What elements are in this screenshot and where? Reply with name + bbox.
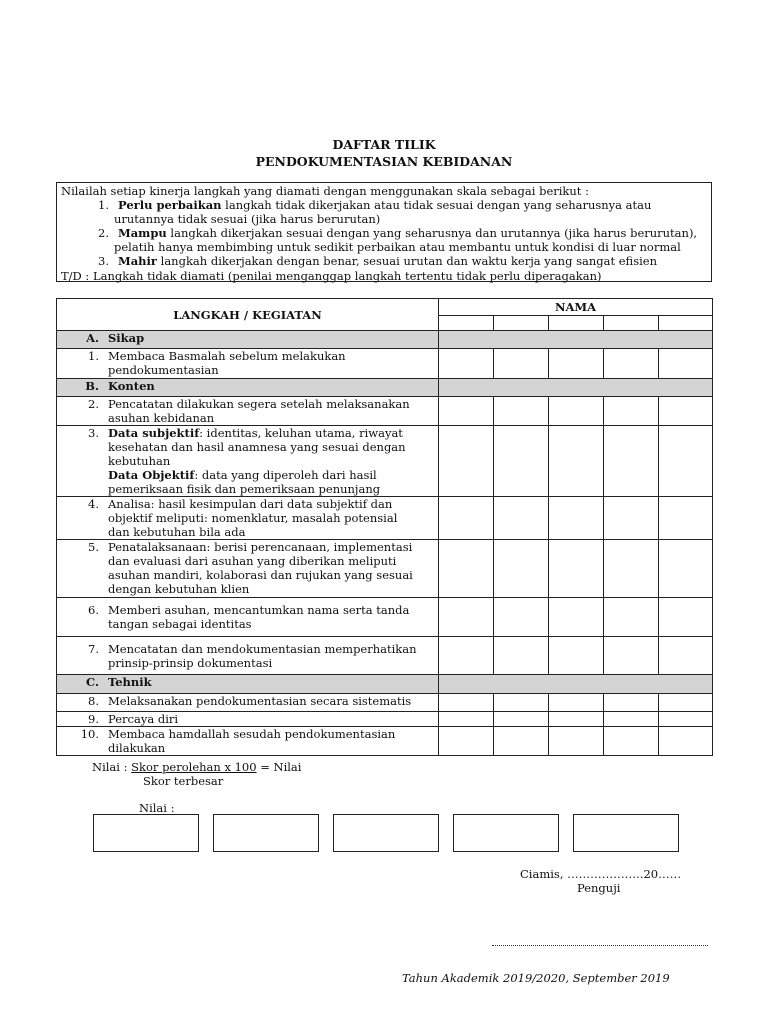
document-title: DAFTAR TILIK	[332, 137, 436, 152]
scale-item-3: 3. Mahir langkah dikerjakan dengan benar, sesuai urutan dan waktu kerja yang sangat efisien	[98, 254, 658, 269]
signature-role: Penguji	[577, 881, 621, 895]
score-cell[interactable]	[439, 727, 494, 756]
nilai-box[interactable]	[333, 814, 439, 852]
name-cell[interactable]	[549, 316, 604, 331]
instructions-box	[56, 182, 712, 282]
checklist-table	[56, 298, 713, 756]
scale-item-1-cont: urutannya tidak sesuai (jika harus berurutan)	[114, 212, 381, 227]
table-row: 8. Melaksanakan pendokumentasian secara sistematis	[57, 694, 713, 712]
score-cell[interactable]	[604, 540, 659, 598]
section-tehnik: C. Tehnik	[57, 675, 713, 694]
score-cell[interactable]	[549, 727, 604, 756]
name-cell[interactable]	[439, 316, 494, 331]
score-cell[interactable]	[494, 712, 549, 727]
score-cell[interactable]	[439, 349, 494, 379]
score-cell[interactable]	[604, 727, 659, 756]
score-cell[interactable]	[549, 540, 604, 598]
table-row: 2. Pencatatan dilakukan segera setelah melaksanakan asuhan kebidanan	[57, 397, 713, 426]
score-cell[interactable]	[659, 727, 713, 756]
nilai-box[interactable]	[573, 814, 679, 852]
scale-item-2: 2. Mampu langkah dikerjakan sesuai dengan yang seharusnya dan urutannya (jika harus berurutan),	[98, 226, 698, 241]
name-cell[interactable]	[494, 316, 549, 331]
score-cell[interactable]	[604, 712, 659, 727]
table-row: 6. Memberi asuhan, mencantumkan nama serta tanda tangan sebagai identitas	[57, 598, 713, 637]
score-cell[interactable]	[549, 694, 604, 712]
table-row: 3. Data subjektif: identitas, keluhan utama, riwayat kesehatan dan hasil anamnesa yang sesuai dengan kebutuhan Data Objektif: data yang diperoleh dari hasil pemeriksaan fisik dan pemeriksaan penunjang	[57, 426, 713, 497]
score-cell[interactable]	[659, 397, 713, 426]
score-cell[interactable]	[439, 712, 494, 727]
table-row: 9. Percaya diri	[57, 712, 713, 727]
score-cell[interactable]	[659, 426, 713, 497]
score-cell[interactable]	[439, 598, 494, 637]
score-cell[interactable]	[604, 598, 659, 637]
table-row: 10. Membaca hamdallah sesudah pendokumentasian dilakukan	[57, 727, 713, 756]
score-cell[interactable]	[494, 397, 549, 426]
score-cell[interactable]	[549, 712, 604, 727]
score-cell[interactable]	[439, 540, 494, 598]
td-note: T/D : Langkah tidak diamati (penilai menganggap langkah tertentu tidak perlu diperagakan)	[61, 268, 602, 283]
score-cell[interactable]	[549, 397, 604, 426]
score-cell[interactable]	[439, 426, 494, 497]
score-cell[interactable]	[604, 397, 659, 426]
scale-item-1: 1. Perlu perbaikan langkah tidak dikerjakan atau tidak sesuai dengan yang seharusnya atau	[98, 198, 652, 213]
score-cell[interactable]	[604, 426, 659, 497]
score-cell[interactable]	[604, 497, 659, 540]
nilai-box[interactable]	[93, 814, 199, 852]
score-cell[interactable]	[439, 637, 494, 675]
score-cell[interactable]	[494, 426, 549, 497]
scale-item-2-cont: pelatih hanya membimbing untuk sedikit perbaikan atau membantu untuk kondisi di luar normal	[114, 240, 681, 255]
score-cell[interactable]	[659, 598, 713, 637]
score-cell[interactable]	[549, 349, 604, 379]
name-cell[interactable]	[604, 316, 659, 331]
header-name: NAMA	[439, 299, 713, 316]
document-subtitle: PENDOKUMENTASIAN KEBIDANAN	[255, 154, 513, 169]
table-row: 4. Analisa: hasil kesimpulan dari data subjektif dan objektif meliputi: nomenklatur, masalah potensial dan kebutuhan bila ada	[57, 497, 713, 540]
score-cell[interactable]	[659, 694, 713, 712]
table-row: 1. Membaca Basmalah sebelum melakukan pendokumentasian	[57, 349, 713, 379]
score-cell[interactable]	[439, 694, 494, 712]
score-cell[interactable]	[494, 497, 549, 540]
header-step: LANGKAH / KEGIATAN	[57, 299, 439, 331]
section-sikap: A. Sikap	[57, 331, 713, 349]
score-cell[interactable]	[549, 637, 604, 675]
signature-line	[492, 939, 708, 946]
score-cell[interactable]	[439, 497, 494, 540]
score-cell[interactable]	[659, 349, 713, 379]
score-cell[interactable]	[494, 637, 549, 675]
nilai-box[interactable]	[453, 814, 559, 852]
nilai-label: Nilai :	[139, 801, 175, 815]
score-cell[interactable]	[659, 712, 713, 727]
score-cell[interactable]	[439, 397, 494, 426]
table-row: 5. Penatalaksanaan: berisi perencanaan, implementasi dan evaluasi dari asuhan yang diberikan meliputi asuhan mandiri, kolaborasi dan rujukan yang sesuai dengan kebutuhan klien	[57, 540, 713, 598]
score-cell[interactable]	[494, 694, 549, 712]
score-cell[interactable]	[659, 637, 713, 675]
score-cell[interactable]	[494, 349, 549, 379]
section-konten: B. Konten	[57, 379, 713, 397]
score-cell[interactable]	[494, 598, 549, 637]
nilai-box[interactable]	[213, 814, 319, 852]
footer-academic-year: Tahun Akademik 2019/2020, September 2019	[402, 971, 670, 985]
score-cell[interactable]	[494, 540, 549, 598]
score-cell[interactable]	[604, 694, 659, 712]
name-cell[interactable]	[659, 316, 713, 331]
table-row: 7. Mencatatan dan mendokumentasian memperhatikan prinsip-prinsip dokumentasi	[57, 637, 713, 675]
score-cell[interactable]	[604, 637, 659, 675]
signature-place-date: Ciamis, ………………..20……	[520, 867, 682, 881]
score-cell[interactable]	[549, 497, 604, 540]
instructions-intro: Nilailah setiap kinerja langkah yang diamati dengan menggunakan skala sebagai berikut :	[61, 184, 589, 198]
score-cell[interactable]	[604, 349, 659, 379]
score-formula: Nilai : Skor perolehan x 100 = Nilai Skor terbesar	[92, 760, 302, 788]
score-cell[interactable]	[494, 727, 549, 756]
score-cell[interactable]	[659, 540, 713, 598]
score-cell[interactable]	[549, 426, 604, 497]
score-cell[interactable]	[549, 598, 604, 637]
score-cell[interactable]	[659, 497, 713, 540]
